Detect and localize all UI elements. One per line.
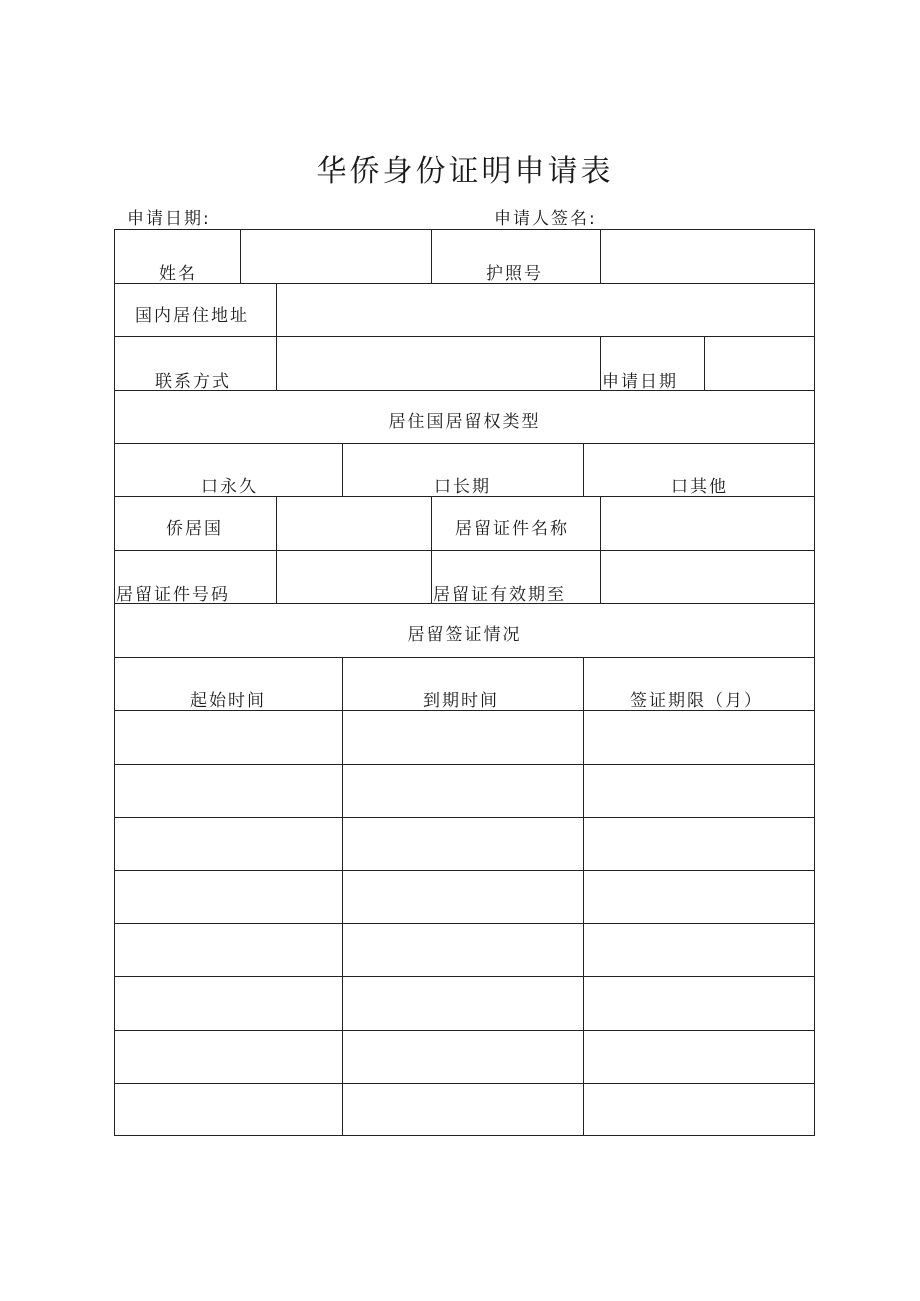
option-permanent[interactable]: 口永久 — [201, 477, 258, 497]
col-divider — [342, 657, 343, 1135]
col-divider — [431, 550, 432, 603]
col-divider — [240, 230, 241, 283]
col-divider — [583, 657, 584, 1135]
permit-valid-until-label: 居留证有效期至 — [433, 585, 566, 605]
row-divider — [115, 550, 814, 551]
option-other[interactable]: 口其他 — [671, 477, 728, 497]
col-divider — [600, 550, 601, 603]
col-divider — [276, 496, 277, 550]
residence-country-label: 侨居国 — [166, 519, 223, 539]
passport-label: 护照号 — [486, 264, 543, 284]
signature-label: 申请人签名: — [494, 209, 597, 229]
apply-date-label: 申请日期: — [127, 209, 211, 229]
col-visa-duration: 签证期限（月） — [630, 691, 763, 711]
col-divider — [431, 230, 432, 283]
apply-date-field-label: 申请日期 — [602, 372, 678, 392]
row-divider — [115, 817, 814, 818]
row-divider — [115, 443, 814, 444]
col-expiry-time: 到期时间 — [423, 691, 499, 711]
col-divider — [704, 336, 705, 390]
row-divider — [115, 1030, 814, 1031]
col-divider — [342, 443, 343, 496]
row-divider — [115, 764, 814, 765]
contact-label: 联系方式 — [155, 372, 231, 392]
row-divider — [115, 870, 814, 871]
permit-name-label: 居留证件名称 — [455, 519, 569, 539]
row-divider — [115, 976, 814, 977]
application-form-table — [114, 229, 815, 1136]
col-divider — [276, 336, 277, 390]
visa-status-label: 居留签证情况 — [407, 625, 522, 645]
permit-number-label: 居留证件号码 — [116, 585, 230, 605]
row-divider — [115, 336, 814, 337]
residence-right-type-label: 居住国居留权类型 — [388, 412, 541, 432]
col-divider — [600, 336, 601, 390]
option-long-term[interactable]: 口长期 — [434, 477, 491, 497]
row-divider — [115, 1083, 814, 1084]
row-divider — [115, 657, 814, 658]
col-divider — [276, 550, 277, 603]
row-divider — [115, 283, 814, 284]
domestic-address-label: 国内居住地址 — [135, 306, 249, 326]
col-divider — [276, 283, 277, 336]
col-divider — [431, 496, 432, 550]
col-divider — [600, 230, 601, 283]
form-title: 华侨身份证明申请表 — [316, 154, 614, 189]
col-divider — [583, 443, 584, 496]
col-start-time: 起始时间 — [190, 691, 266, 711]
row-divider — [115, 923, 814, 924]
name-label: 姓名 — [159, 264, 197, 284]
col-divider — [600, 496, 601, 550]
